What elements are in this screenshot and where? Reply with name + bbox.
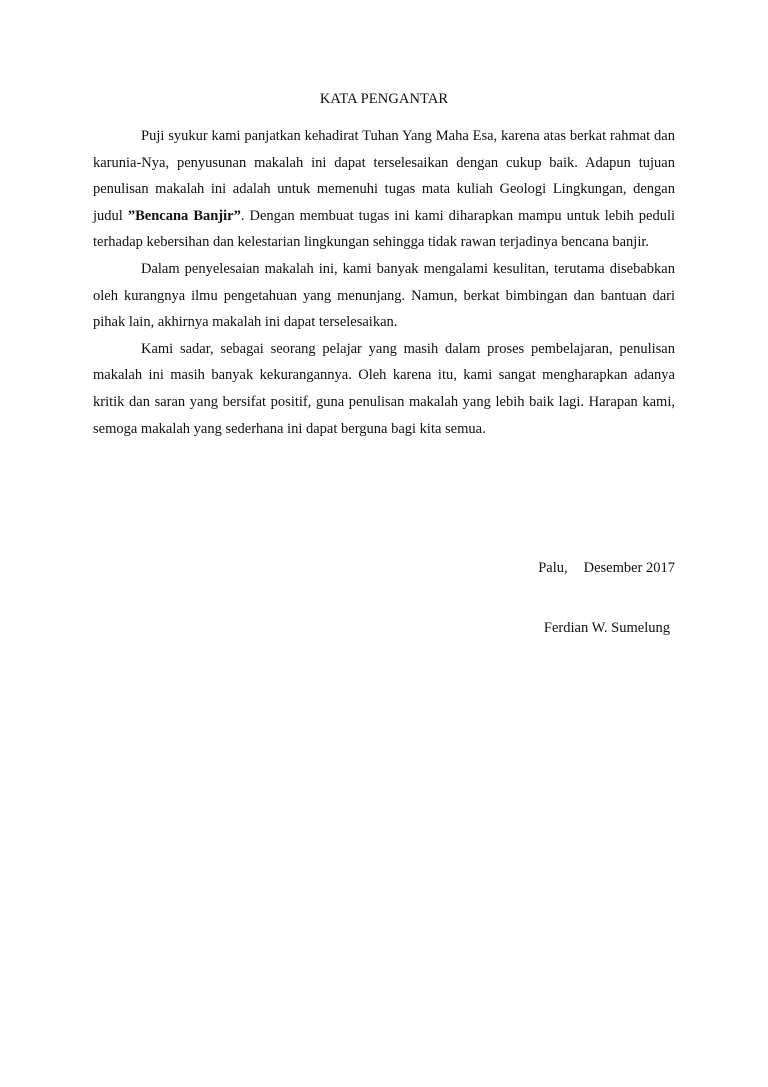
page-title: KATA PENGANTAR (319, 91, 449, 107)
paragraph-2: Dalam penyelesaian makalah ini, kami banyak mengalami kesulitan, terutama disebabkan oleh kurangnya ilmu pengetahuan yang menunjang. Namun, berkat bimbingan dan bantuan dari pihak lain, akhirnya makalah ini dapat terselesaikan. (93, 260, 675, 331)
paragraph-3: Kami sadar, sebagai seorang pelajar yang masih dalam proses pembelajaran, penulisan makalah ini masih banyak kekurangannya. Oleh karena itu, kami sangat mengharapkan adanya kritik dan saran yang bersifat positif, guna penulisan makalah yang lebih baik lagi. Harapan kami, semoga makalah yang sederhana ini dapat berguna bagi kita semua. (93, 340, 675, 437)
place-date (538, 560, 675, 577)
paragraph-1-text-after: . Dengan membuat tugas ini kami diharapkan mampu untuk lebih peduli terhadap kebersihan dan kelestarian lingkungan sehingga tidak rawan terjadinya bencana banjir. (93, 207, 676, 251)
date: Desember 2017 (583, 560, 675, 576)
paragraph-1-text-before: Puji syukur kami panjatkan kehadirat Tuhan Yang Maha Esa, karena atas berkat rahmat dan karunia-Nya, penyusunan makalah ini dapat terselesaikan dengan cukup baik. Adapun tujuan penulisan makalah ini adalah untuk memenuhi tugas mata kuliah Geologi Lingkungan, dengan judul (93, 128, 675, 224)
place: Palu, (538, 560, 568, 576)
paragraph-1-bold-title: ”Bencana Banjir” (127, 207, 241, 224)
paragraph-1 (93, 123, 675, 256)
signer-name: Ferdian W. Sumelung (543, 620, 670, 636)
body-text (93, 123, 675, 442)
